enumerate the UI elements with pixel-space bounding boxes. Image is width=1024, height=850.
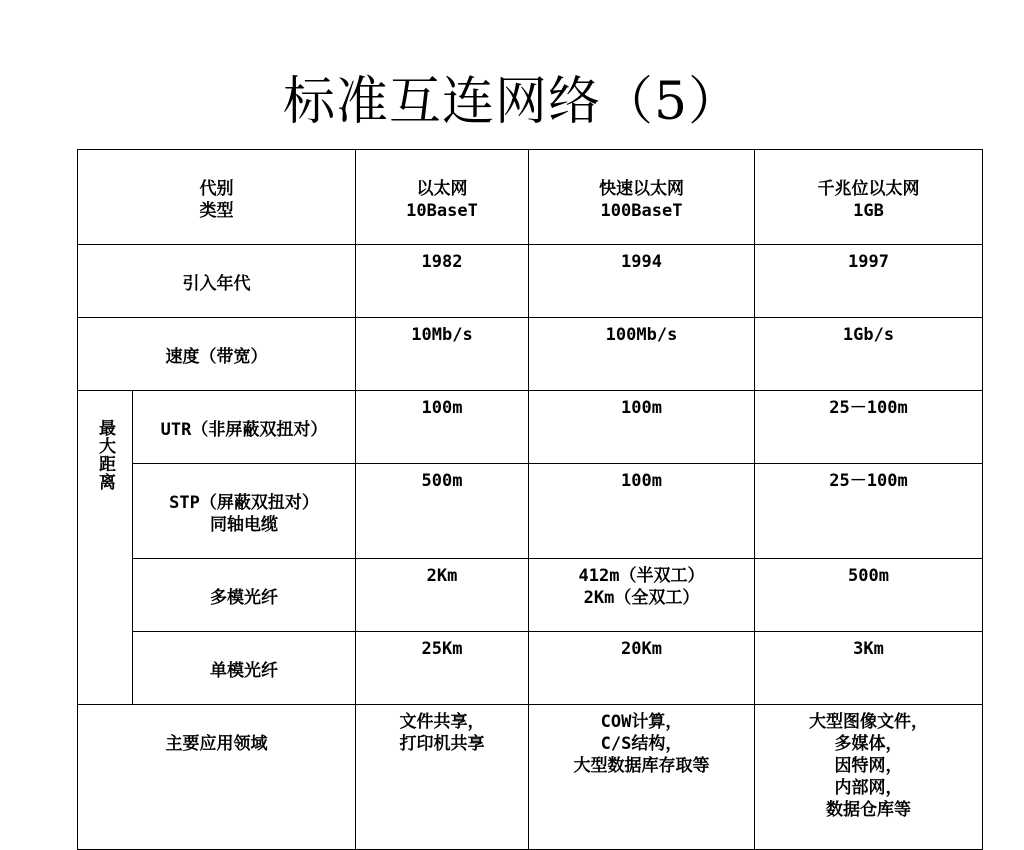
table-cell <box>356 318 529 391</box>
header-col-100baset <box>529 150 755 245</box>
table-cell <box>755 245 983 318</box>
table-header-row <box>78 150 983 245</box>
header-col-label: 千兆位以太网 1GB <box>817 179 920 221</box>
table-cell <box>529 705 755 850</box>
table-cell <box>755 391 983 464</box>
row-label: 多模光纤 <box>210 588 278 608</box>
table-cell <box>755 632 983 705</box>
row-label: STP（屏蔽双扭对） 同轴电缆 <box>169 493 319 535</box>
cell-value: 25Km <box>421 639 463 659</box>
table-cell <box>755 318 983 391</box>
row-label-cell <box>133 391 356 464</box>
slide-title: 标准互连网络（5） <box>282 72 742 132</box>
table-row-stp <box>78 464 983 559</box>
cell-value: COW计算， C/S结构， 大型数据库存取等 <box>573 712 710 776</box>
row-label: UTR（非屏蔽双扭对） <box>160 420 328 440</box>
table-cell <box>755 559 983 632</box>
cell-value: 500m <box>421 471 463 491</box>
table-cell <box>356 391 529 464</box>
table-row-multimode-fiber <box>78 559 983 632</box>
table-cell <box>356 464 529 559</box>
table-row-singlemode-fiber <box>78 632 983 705</box>
cell-value: 25－100m <box>829 471 908 491</box>
row-label-cell <box>78 245 356 318</box>
row-label: 主要应用领域 <box>165 734 268 754</box>
table-cell <box>356 245 529 318</box>
row-label-cell <box>78 318 356 391</box>
row-label-cell <box>133 632 356 705</box>
table-cell <box>356 559 529 632</box>
cell-value: 文件共享， 打印机共享 <box>399 712 485 754</box>
table-row-applications <box>78 705 983 850</box>
table-cell <box>529 318 755 391</box>
cell-value: 100m <box>621 398 662 418</box>
row-label-cell <box>133 559 356 632</box>
cell-value: 3Km <box>853 639 884 659</box>
cell-value: 25－100m <box>829 398 908 418</box>
table-cell <box>529 391 755 464</box>
table-cell <box>755 464 983 559</box>
table-cell <box>356 705 529 850</box>
table-row-year <box>78 245 983 318</box>
cell-value: 100m <box>421 398 463 418</box>
cell-value: 10Mb/s <box>411 325 473 345</box>
cell-value: 1997 <box>848 252 889 272</box>
ethernet-comparison-table <box>77 149 983 850</box>
table-cell <box>529 632 755 705</box>
max-distance-group-cell <box>78 391 133 705</box>
table-cell <box>755 705 983 850</box>
row-label: 单模光纤 <box>210 661 278 681</box>
cell-value: 大型图像文件， 多媒体， 因特网， 内部网， 数据仓库等 <box>809 712 928 820</box>
cell-value: 1994 <box>621 252 662 272</box>
table-cell <box>529 559 755 632</box>
cell-value: 500m <box>848 566 889 586</box>
header-label: 代别 类型 <box>199 179 234 221</box>
cell-value: 100Mb/s <box>605 325 678 345</box>
cell-value: 1Gb/s <box>842 325 895 345</box>
header-col-1gb <box>755 150 983 245</box>
table-row-utr <box>78 391 983 464</box>
table-cell <box>529 245 755 318</box>
row-label-cell <box>133 464 356 559</box>
header-col-label: 快速以太网 100BaseT <box>599 179 684 221</box>
cell-value: 1982 <box>421 252 463 272</box>
cell-value: 100m <box>621 471 662 491</box>
header-col-label: 以太网 10BaseT <box>406 179 478 221</box>
table-row-speed <box>78 318 983 391</box>
cell-value: 412m（半双工） 2Km（全双工） <box>578 566 705 608</box>
header-label-cell <box>78 150 356 245</box>
table-cell <box>529 464 755 559</box>
row-label-cell <box>78 705 356 850</box>
row-label: 引入年代 <box>182 274 251 294</box>
table-cell <box>356 632 529 705</box>
cell-value: 20Km <box>621 639 662 659</box>
header-col-10baset <box>356 150 529 245</box>
cell-value: 2Km <box>426 566 458 586</box>
max-distance-label: 最大距离 <box>95 419 115 491</box>
row-label: 速度（带宽） <box>165 347 268 367</box>
